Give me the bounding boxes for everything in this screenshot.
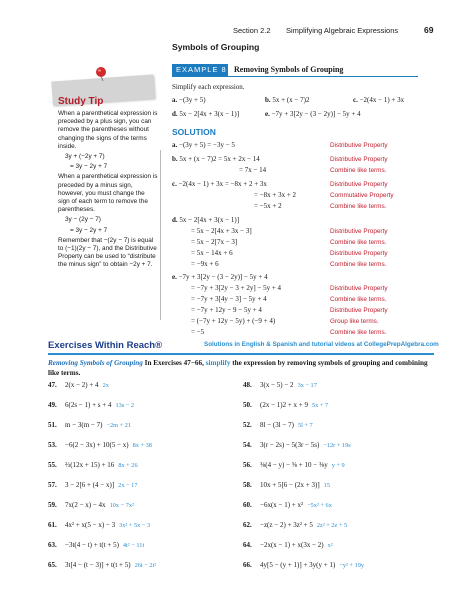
solution-step: = −5 xyxy=(191,328,205,336)
solution-step: = −5x + 2 xyxy=(254,202,282,210)
study-tip xyxy=(58,96,158,272)
example-title: Removing Symbols of Grouping xyxy=(234,65,344,74)
chapter-title: Simplifying Algebraic Expressions xyxy=(286,26,399,35)
exercises-title: Exercises Within Reach® xyxy=(48,340,163,351)
running-head xyxy=(0,24,460,38)
exercise-item: 55. ⅔(12x + 15) + 16 8x + 26 xyxy=(48,461,138,469)
solution-step: = −9x + 6 xyxy=(191,260,219,268)
solution-step: = 7x − 14 xyxy=(239,166,267,174)
solution-reason: Distributive Property xyxy=(330,181,388,188)
exercise-item: 60. −6x(x − 1) + x² −5x² + 6x xyxy=(243,501,332,509)
study-tip-paragraph: Remember that −(2y − 7) is equal to (−1)(2y − 7), and the Distributive Property can be used to “distribute the minus sign” to obtain −2y + 7. xyxy=(58,236,157,269)
solution-step: = −8x + 3x + 2 xyxy=(254,191,297,199)
example-problem: c. −2(4x − 1) + 3x xyxy=(353,96,405,104)
solution-step: = −7y + 3[2y − 3 + 2y] − 5y + 4 xyxy=(191,284,282,292)
exercise-item: 62. −z(z − 2) + 3z² + 5 2z² + 2z + 5 xyxy=(243,521,348,529)
exercise-item: 57. 3 − 2[6 + (4 − x)] 2x − 17 xyxy=(48,481,138,489)
solution-step: a. −(3y + 5) = −3y − 5 xyxy=(172,141,235,149)
exercise-item: 56. ⅜(4 − y) − ⅝ + 10 − ⅜y y + 9 xyxy=(243,461,345,469)
exercise-item: 52. 8l − (3l − 7) 5l + 7 xyxy=(243,421,313,429)
solution-step: d. 5x − 2[4x + 3(x − 1)] xyxy=(172,216,240,224)
exercise-item: 61. 4x² + x(5 − x) − 3 3x² + 5x − 3 xyxy=(48,521,151,529)
exercise-item: 51. m − 3(m − 7) −2m + 21 xyxy=(48,421,132,429)
solution-reason: Combine like terms. xyxy=(330,239,387,246)
solution-reason: Combine like terms. xyxy=(330,329,387,336)
exercises-rule xyxy=(48,353,434,355)
push-pin-icon xyxy=(93,66,109,82)
exercise-item: 58. 10x + 5[6 − (2x + 3)] 15 xyxy=(243,481,330,489)
study-tip-example: = 3y − 2y + 7 xyxy=(70,226,108,234)
example-problem: e. −7y + 3[2y − (3 − 2y)] − 5y + 4 xyxy=(265,110,361,118)
page-number: 69 xyxy=(424,25,434,35)
solution-step: c. −2(4x − 1) + 3x = −8x + 2 + 3x xyxy=(172,180,267,188)
section-heading: Symbols of Grouping xyxy=(172,42,260,52)
solution-reason: Distributive Property xyxy=(330,250,388,257)
example-rule xyxy=(172,76,418,77)
section-label: Section 2.2 xyxy=(233,26,271,35)
study-tip-example: 3y − (2y − 7) xyxy=(65,216,101,224)
solution-reason: Distributive Property xyxy=(330,307,388,314)
exercise-item: 53. −6(2 − 3x) + 10(5 − x) 8x + 38 xyxy=(48,441,152,449)
exercise-item: 66. 4y[5 − (y + 1)] + 3y(y + 1) −y² + 19y xyxy=(243,561,365,569)
solution-step: = −7y + 12y − 9 − 5y + 4 xyxy=(191,306,262,314)
study-tip-example: = 3y − 2y + 7 xyxy=(70,163,108,171)
solution-reason: Distributive Property xyxy=(330,285,388,292)
example-intro: Simplify each expression. xyxy=(172,83,245,91)
solution-reason: Distributive Property xyxy=(330,142,388,149)
simplify-link[interactable]: simplify xyxy=(205,359,231,367)
exercise-item: 59. 7x(2 − x) − 4x 10x − 7x² xyxy=(48,501,134,509)
solution-step: = 5x − 2[7x − 3] xyxy=(191,238,238,246)
solution-step: = 5x − 2[4x + 3x − 3] xyxy=(191,227,252,235)
instructions-topic: Removing Symbols of Grouping xyxy=(48,359,143,367)
exercise-item: 54. 3(r − 2s) − 5(3r − 5s) −12r + 19s xyxy=(243,441,351,449)
exercise-item: 48. 3(x − 5) − 2 3x − 17 xyxy=(243,381,317,389)
example-problem: a. −(3y + 5) xyxy=(172,96,206,104)
exercises-note: Solutions in English & Spanish and tutorial videos at CollegePrepAlgebra.com xyxy=(204,341,439,348)
solution-heading: SOLUTION xyxy=(172,127,216,137)
solution-reason: Commutative Property xyxy=(330,192,394,199)
solution-step: = −7y + 3[4y − 3] − 5y + 4 xyxy=(191,295,267,303)
solution-reason: Combine like terms. xyxy=(330,296,387,303)
solution-rule xyxy=(160,150,161,320)
exercise-item: 65. 3t[4 − (t − 3)] + t(t + 5) 26t − 2t² xyxy=(48,561,157,569)
study-tip-paragraph: When a parenthetical expression is preceded by a plus sign, you can remove the parentheses without changing the signs of the terms inside. xyxy=(58,110,158,150)
study-tip-example: 3y + (−2y + 7) xyxy=(65,153,105,161)
exercise-item: 47. 2(x − 2) + 4 2x xyxy=(48,381,109,389)
solution-step: = 5x − 14x + 6 xyxy=(191,249,233,257)
solution-reason: Distributive Property xyxy=(330,228,388,235)
exercise-item: 63. −3t(4 − t) + t(t + 5) 4t² − 11t xyxy=(48,541,145,549)
exercise-item: 50. (2x − 1)2 + x + 9 5x + 7 xyxy=(243,401,329,409)
example-banner xyxy=(172,64,418,76)
exercise-item: 64. −2x(x − 1) + x(3x − 2) x² xyxy=(243,541,333,549)
example-badge: EXAMPLE 8 xyxy=(172,64,228,76)
exercise-item: 49. 6(2s − 1) + s + 4 13s − 2 xyxy=(48,401,135,409)
solution-reason: Distributive Property xyxy=(330,156,388,163)
solution-step: e. −7y + 3[2y − (3 − 2y)] − 5y + 4 xyxy=(172,273,268,281)
solution-step: b. 5x + (x − 7)2 = 5x + 2x − 14 xyxy=(172,155,260,163)
solution-reason: Combine like terms. xyxy=(330,261,387,268)
solution-reason: Combine like terms. xyxy=(330,203,387,210)
exercise-instructions: Removing Symbols of Grouping In Exercises 47−66, simplify the expression by removing symbols of grouping and combining like terms. xyxy=(48,359,428,377)
example-problem: b. 5x + (x − 7)2 xyxy=(265,96,310,104)
study-tip-paragraph: When a parenthetical expression is preceded by a minus sign, however, you must change the sign of each term to remove the parentheses. xyxy=(58,173,158,214)
solution-reason: Combine like terms. xyxy=(330,167,387,174)
study-tip-title: Study Tip xyxy=(58,96,104,107)
solution-reason: Group like terms. xyxy=(330,318,379,325)
solution-step: = (−7y + 12y − 5y) + (−9 + 4) xyxy=(191,317,276,325)
example-problem: d. 5x − 2[4x + 3(x − 1)] xyxy=(172,110,240,118)
